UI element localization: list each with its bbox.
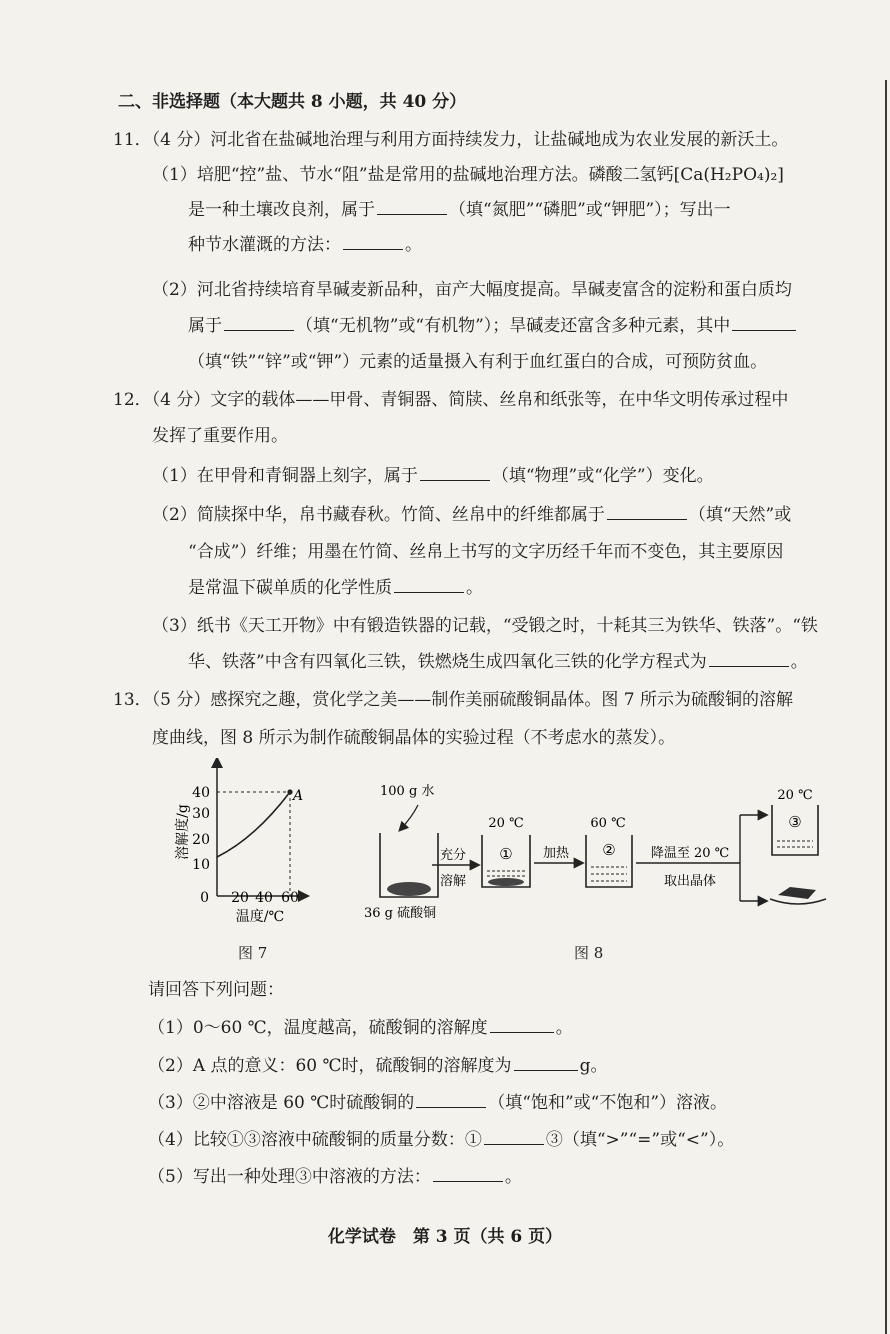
q11-part2-line3: （填“铁”“锌”或“钾”）元素的适量摄入有利于血红蛋白的合成，可预防贫血。 <box>188 352 768 372</box>
q13-stem-line1: 13．（5 分）感探究之趣，赏化学之美——制作美丽硫酸铜晶体。图 7 所示为硫酸铜的溶解 <box>113 690 793 710</box>
beaker2-temp: 60 ℃ <box>590 816 626 831</box>
step-dissolve-top: 充分 <box>439 848 467 863</box>
answer-blank[interactable] <box>394 591 464 593</box>
q13-part2 <box>148 1054 607 1078</box>
answer-blank[interactable] <box>377 213 447 215</box>
figure7-caption: 图 7 <box>238 944 268 962</box>
section-title: 二、非选择题（本大题共 8 小题，共 40 分） <box>118 92 467 112</box>
beaker1-temp: 20 ℃ <box>488 816 524 831</box>
step-heat: 加热 <box>542 846 570 861</box>
answer-blank[interactable] <box>709 665 789 667</box>
y-tick-label: 10 <box>192 857 210 873</box>
q13-stem-line2: 度曲线，图 8 所示为制作硫酸铜晶体的实验过程（不考虑水的蒸发）。 <box>152 728 676 748</box>
answer-blank[interactable] <box>490 1031 554 1033</box>
initial-beaker <box>380 833 438 897</box>
y-tick-label: 20 <box>192 832 210 848</box>
beaker3-label: ③ <box>788 813 802 831</box>
answer-blank[interactable] <box>732 329 796 331</box>
q12-stem-line2: 发挥了重要作用。 <box>152 426 288 446</box>
answer-blank[interactable] <box>433 1180 503 1182</box>
q13-part1 <box>148 1016 573 1040</box>
experiment-process-figure <box>350 775 850 925</box>
q12-p1-text-a: （1）在甲骨和青铜器上刻字，属于 <box>152 466 418 486</box>
q11-p1-text-a: 是一种土壤改良剂，属于 <box>188 200 375 220</box>
q12-p1-text-b: （填“物理”或“化学”）变化。 <box>491 466 714 486</box>
x-tick-label: 60 <box>281 890 299 906</box>
q13-part3 <box>148 1091 727 1115</box>
q12-part1 <box>152 464 714 488</box>
q12-p2-text-a: （2）简牍探中华，帛书藏春秋。竹简、丝帛中的纤维都属于 <box>152 505 605 525</box>
step-cool-bottom: 取出晶体 <box>663 874 717 889</box>
q11-part1-line1: （1）培肥“控”盐、节水“阻”盐是常用的盐碱地治理方法。磷酸二氢钙[Ca(H₂PO₄)₂] <box>152 165 784 185</box>
q12-part2-line1 <box>152 503 791 527</box>
figure8-caption: 图 8 <box>574 944 604 962</box>
page-footer: 化学试卷 第 3 页（共 6 页） <box>327 1227 563 1247</box>
q11-p2-text-b: （填“无机物”或“有机物”）；旱碱麦还富含多种元素，其中 <box>296 316 731 336</box>
q11-part1-line2 <box>188 198 731 222</box>
beaker1-label: ① <box>499 845 513 863</box>
answer-blank[interactable] <box>343 248 403 250</box>
x-tick-label: 40 <box>255 890 273 906</box>
y-tick-label: 30 <box>192 806 210 822</box>
q12-p3-text-a: 华、铁落”中含有四氧化三铁，铁燃烧生成四氧化三铁的化学方程式为 <box>188 652 707 672</box>
q13-p4-text-b: ③（填“>”“=”或“<”）。 <box>545 1130 735 1150</box>
q11-part2-line2 <box>188 314 798 338</box>
point-a-marker <box>287 789 292 794</box>
x-tick-label: 20 <box>231 890 249 906</box>
solubility-curve <box>217 792 290 857</box>
q13-p5-text-a: （5）写出一种处理③中溶液的方法： <box>148 1167 431 1187</box>
solid-label: 36 g 硫酸铜 <box>364 906 437 921</box>
answer-blank[interactable] <box>416 1106 486 1108</box>
q12-p2-text-d: 。 <box>466 578 483 598</box>
q13-p3-text-a: （3）②中溶液是 60 ℃时硫酸铜的 <box>148 1093 415 1113</box>
q12-part2-line2: “合成”）纤维；用墨在竹简、丝帛上书写的文字历经千年而不变色，其主要原因 <box>188 542 784 562</box>
q12-p3-text-b: 。 <box>790 652 808 672</box>
answer-blank[interactable] <box>484 1143 544 1145</box>
x-tick-label: 0 <box>200 890 209 906</box>
q11-p1-text-b: （填“氮肥”“磷肥”或“钾肥”）；写出一 <box>449 200 731 220</box>
copper-sulfate-solid <box>387 882 431 896</box>
q13-p2-text-a: （2）A 点的意义：60 ℃时，硫酸铜的溶解度为 <box>148 1056 512 1076</box>
q13-p5-text-b: 。 <box>504 1167 522 1187</box>
q13-part5 <box>148 1165 522 1189</box>
answer-blank[interactable] <box>224 329 294 331</box>
answer-blank[interactable] <box>514 1069 578 1071</box>
q13-prompt: 请回答下列问题： <box>148 980 284 1000</box>
q12-part3-line1: （3）纸书《天工开物》中有锻造铁器的记载，“受锻之时，十耗其三为铁华、铁落”。“铁 <box>152 616 818 636</box>
q13-p1-text-a: （1）0～60 ℃，温度越高，硫酸铜的溶解度 <box>148 1018 488 1038</box>
q12-stem-line1: 12．（4 分）文字的载体——甲骨、青铜器、简牍、丝帛和纸张等，在中华文明传承过程中 <box>113 390 789 410</box>
solubility-curve-figure <box>160 758 310 933</box>
x-axis-label: 温度/℃ <box>235 909 285 925</box>
step-dissolve-bottom: 溶解 <box>439 874 467 889</box>
q11-p1-text-d: 。 <box>405 235 422 255</box>
y-axis-label: 溶解度/g <box>175 804 191 860</box>
page-edge <box>885 80 887 1334</box>
q11-part1-line3 <box>188 233 422 257</box>
pour-arrow <box>400 805 418 830</box>
q11-stem: 11．（4 分）河北省在盐碱地治理与利用方面持续发力，让盐碱地成为农业发展的新沃土。 <box>113 130 789 150</box>
crystal-on-dish <box>770 887 826 904</box>
beaker2-label: ② <box>602 841 616 859</box>
q13-p3-text-b: （填“饱和”或“不饱和”）溶液。 <box>488 1093 728 1113</box>
q13-p2-text-b: g。 <box>579 1056 608 1076</box>
answer-blank[interactable] <box>420 479 490 481</box>
water-label: 100 g 水 <box>380 784 435 799</box>
point-a-label: A <box>293 788 304 804</box>
q11-p1-text-c: 种节水灌溉的方法： <box>188 235 341 255</box>
answer-blank[interactable] <box>607 518 687 520</box>
q12-p2-text-b: （填“天然”或 <box>688 505 792 525</box>
beaker3-temp: 20 ℃ <box>777 788 813 803</box>
q13-p4-text-a: （4）比较①③溶液中硫酸铜的质量分数：① <box>148 1130 482 1150</box>
q12-p2-text-c: 是常温下碳单质的化学性质 <box>188 578 392 598</box>
q13-p1-text-b: 。 <box>555 1018 573 1038</box>
q12-part3-line2 <box>188 650 808 674</box>
q11-part2-line1: （2）河北省持续培育旱碱麦新品种，亩产大幅度提高。旱碱麦富含的淀粉和蛋白质均 <box>152 280 792 300</box>
q11-p2-text-a: 属于 <box>188 316 222 336</box>
step-cool-top: 降温至 20 ℃ <box>650 846 730 861</box>
q12-part2-line3 <box>188 576 483 600</box>
q13-part4 <box>148 1128 734 1152</box>
y-tick-label: 40 <box>192 785 210 801</box>
